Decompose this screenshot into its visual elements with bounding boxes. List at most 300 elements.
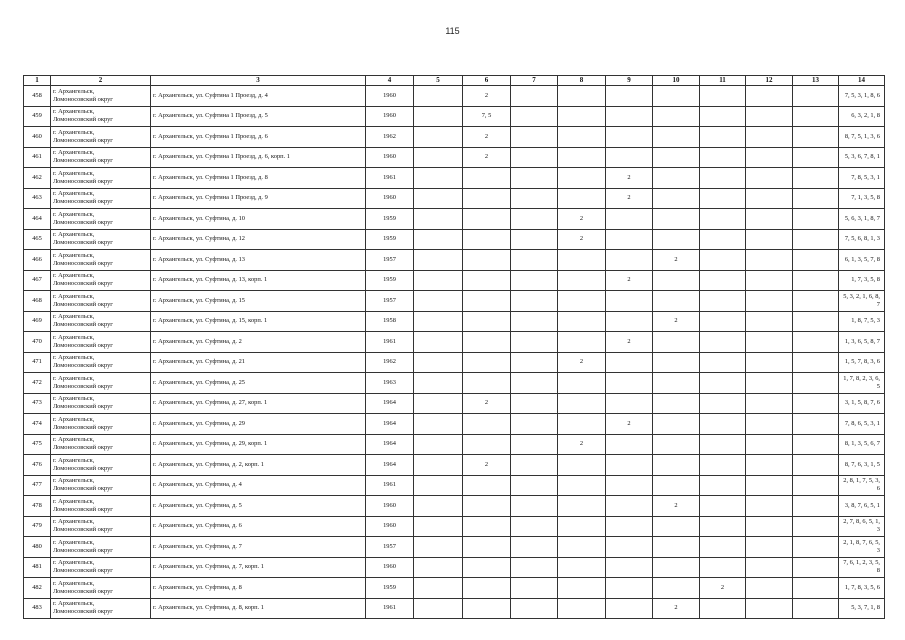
- cell-col-1: 481: [24, 557, 51, 578]
- locality-district: Ломоносовский округ: [53, 567, 113, 575]
- cell-col-9: [606, 373, 653, 394]
- locality-city: г. Архангельск,: [53, 169, 95, 177]
- cell-col-5: [414, 168, 463, 189]
- cell-col-6: 2: [463, 455, 511, 476]
- cell-col-7: [511, 393, 558, 414]
- cell-col-1: 470: [24, 332, 51, 353]
- locality-district: Ломоносовский округ: [53, 198, 113, 206]
- cell-col-10: [653, 455, 700, 476]
- table-header: [24, 76, 885, 86]
- cell-col-3: г. Архангельск, ул. Суфтина, д. 10: [151, 209, 366, 230]
- cell-col-7: [511, 475, 558, 496]
- cell-col-14: 1, 7, 8, 2, 3, 6, 5: [839, 373, 885, 394]
- cell-locality: [51, 127, 151, 148]
- cell-col-5: [414, 209, 463, 230]
- cell-col-5: [414, 352, 463, 373]
- cell-col-11: [700, 516, 746, 537]
- cell-col-8: [558, 393, 606, 414]
- locality-district: Ломоносовский округ: [53, 95, 113, 103]
- cell-col-14: 7, 8, 6, 5, 3, 1: [839, 414, 885, 435]
- cell-col-10: 2: [653, 311, 700, 332]
- cell-col-4: 1964: [366, 414, 414, 435]
- table-row: [24, 475, 885, 496]
- cell-col-14: 1, 8, 7, 5, 3: [839, 311, 885, 332]
- locality-city: г. Архангельск,: [53, 292, 95, 300]
- cell-col-10: [653, 434, 700, 455]
- table-row: [24, 496, 885, 517]
- table-row: [24, 270, 885, 291]
- cell-col-10: [653, 537, 700, 558]
- cell-col-9: [606, 393, 653, 414]
- cell-locality: [51, 209, 151, 230]
- cell-col-14: 1, 5, 7, 8, 3, 6: [839, 352, 885, 373]
- cell-col-4: 1959: [366, 270, 414, 291]
- cell-locality: [51, 598, 151, 619]
- table-row: [24, 250, 885, 271]
- table-row: [24, 291, 885, 312]
- locality-city: г. Архангельск,: [53, 477, 95, 485]
- cell-col-11: [700, 496, 746, 517]
- cell-col-6: [463, 168, 511, 189]
- table-row: [24, 434, 885, 455]
- cell-col-1: 467: [24, 270, 51, 291]
- cell-col-1: 464: [24, 209, 51, 230]
- cell-col-4: 1961: [366, 598, 414, 619]
- cell-col-7: [511, 188, 558, 209]
- locality-district: Ломоносовский округ: [53, 280, 113, 288]
- locality-city: г. Архангельск,: [53, 559, 95, 567]
- table-row: [24, 106, 885, 127]
- cell-col-3: г. Архангельск, ул. Суфтина, д. 21: [151, 352, 366, 373]
- column-header-4: 4: [366, 76, 414, 86]
- column-header-9: 9: [606, 76, 653, 86]
- locality-city: г. Архангельск,: [53, 354, 95, 362]
- cell-col-14: 7, 8, 5, 3, 1: [839, 168, 885, 189]
- cell-col-9: [606, 229, 653, 250]
- cell-col-13: [793, 434, 839, 455]
- cell-col-9: [606, 475, 653, 496]
- cell-col-6: [463, 598, 511, 619]
- cell-col-1: 466: [24, 250, 51, 271]
- cell-col-9: 2: [606, 332, 653, 353]
- cell-col-11: [700, 229, 746, 250]
- table-row: [24, 188, 885, 209]
- cell-col-10: [653, 168, 700, 189]
- cell-col-3: г. Архангельск, ул. Суфтина, д. 15: [151, 291, 366, 312]
- cell-col-8: [558, 332, 606, 353]
- cell-col-12: [746, 332, 793, 353]
- cell-col-13: [793, 537, 839, 558]
- cell-col-7: [511, 578, 558, 599]
- locality-city: г. Архангельск,: [53, 333, 95, 341]
- cell-col-7: [511, 291, 558, 312]
- cell-col-14: 5, 6, 3, 1, 8, 7: [839, 209, 885, 230]
- table-row: [24, 332, 885, 353]
- cell-col-3: г. Архангельск, ул. Суфтина, д. 27, корп. 1: [151, 393, 366, 414]
- cell-col-11: [700, 86, 746, 107]
- cell-col-4: 1962: [366, 127, 414, 148]
- locality-district: Ломоносовский округ: [53, 177, 113, 185]
- cell-col-13: [793, 496, 839, 517]
- cell-col-5: [414, 311, 463, 332]
- cell-col-11: [700, 332, 746, 353]
- cell-col-3: г. Архангельск, ул. Суфтина, д. 12: [151, 229, 366, 250]
- cell-col-3: г. Архангельск, ул. Суфтина, д. 8, корп. 1: [151, 598, 366, 619]
- locality-city: г. Архангельск,: [53, 190, 95, 198]
- cell-col-10: 2: [653, 250, 700, 271]
- cell-col-1: 475: [24, 434, 51, 455]
- cell-col-9: [606, 352, 653, 373]
- cell-col-10: [653, 209, 700, 230]
- cell-col-12: [746, 127, 793, 148]
- cell-col-10: [653, 578, 700, 599]
- cell-col-8: [558, 537, 606, 558]
- cell-col-13: [793, 229, 839, 250]
- cell-col-7: [511, 496, 558, 517]
- cell-col-4: 1962: [366, 352, 414, 373]
- cell-col-9: 2: [606, 168, 653, 189]
- cell-col-8: [558, 496, 606, 517]
- locality-district: Ломоносовский округ: [53, 587, 113, 595]
- table-row: [24, 311, 885, 332]
- cell-col-14: 2, 7, 8, 6, 5, 1, 3: [839, 516, 885, 537]
- cell-col-6: 2: [463, 127, 511, 148]
- cell-col-9: [606, 147, 653, 168]
- cell-col-6: [463, 332, 511, 353]
- cell-col-8: 2: [558, 229, 606, 250]
- cell-col-11: 2: [700, 578, 746, 599]
- cell-col-12: [746, 455, 793, 476]
- cell-col-12: [746, 434, 793, 455]
- column-header-3: 3: [151, 76, 366, 86]
- cell-col-5: [414, 229, 463, 250]
- cell-col-8: [558, 414, 606, 435]
- cell-col-4: 1957: [366, 291, 414, 312]
- locality-district: Ломоносовский округ: [53, 403, 113, 411]
- cell-col-7: [511, 373, 558, 394]
- cell-col-5: [414, 537, 463, 558]
- cell-col-7: [511, 537, 558, 558]
- table-row: [24, 557, 885, 578]
- locality-city: г. Архангельск,: [53, 87, 95, 95]
- locality-district: Ломоносовский округ: [53, 321, 113, 329]
- cell-col-4: 1960: [366, 106, 414, 127]
- cell-col-11: [700, 168, 746, 189]
- cell-col-4: 1957: [366, 537, 414, 558]
- cell-col-7: [511, 557, 558, 578]
- cell-col-7: [511, 455, 558, 476]
- cell-col-6: [463, 516, 511, 537]
- cell-col-3: г. Архангельск, ул. Суфтина 1 Проезд, д. 8: [151, 168, 366, 189]
- cell-locality: [51, 332, 151, 353]
- cell-col-12: [746, 270, 793, 291]
- cell-col-13: [793, 106, 839, 127]
- locality-district: Ломоносовский округ: [53, 239, 113, 247]
- cell-col-1: 462: [24, 168, 51, 189]
- cell-col-3: г. Архангельск, ул. Суфтина, д. 5: [151, 496, 366, 517]
- cell-col-1: 477: [24, 475, 51, 496]
- page-number: 115: [445, 26, 460, 36]
- cell-col-9: [606, 250, 653, 271]
- cell-col-11: [700, 352, 746, 373]
- locality-district: Ломоносовский округ: [53, 157, 113, 165]
- cell-col-6: [463, 229, 511, 250]
- locality-city: г. Архангельск,: [53, 374, 95, 382]
- cell-locality: [51, 537, 151, 558]
- locality-city: г. Архангельск,: [53, 313, 95, 321]
- table-row: [24, 373, 885, 394]
- cell-col-11: [700, 188, 746, 209]
- table-row: [24, 127, 885, 148]
- cell-col-9: [606, 578, 653, 599]
- cell-col-12: [746, 291, 793, 312]
- cell-col-5: [414, 455, 463, 476]
- cell-col-1: 469: [24, 311, 51, 332]
- cell-locality: [51, 229, 151, 250]
- cell-col-14: 2, 1, 8, 7, 6, 5, 3: [839, 537, 885, 558]
- header-row: [24, 76, 885, 86]
- cell-col-1: 483: [24, 598, 51, 619]
- cell-col-4: 1964: [366, 455, 414, 476]
- cell-col-13: [793, 188, 839, 209]
- cell-col-9: [606, 106, 653, 127]
- cell-col-1: 479: [24, 516, 51, 537]
- cell-locality: [51, 414, 151, 435]
- cell-col-10: [653, 557, 700, 578]
- cell-col-5: [414, 475, 463, 496]
- cell-col-9: [606, 209, 653, 230]
- cell-col-12: [746, 373, 793, 394]
- cell-col-10: [653, 229, 700, 250]
- cell-col-12: [746, 168, 793, 189]
- table-row: [24, 537, 885, 558]
- cell-col-8: [558, 147, 606, 168]
- cell-col-10: [653, 393, 700, 414]
- cell-col-14: 1, 7, 3, 5, 8: [839, 270, 885, 291]
- cell-col-5: [414, 578, 463, 599]
- cell-col-5: [414, 250, 463, 271]
- cell-col-4: 1961: [366, 332, 414, 353]
- column-header-14: 14: [839, 76, 885, 86]
- cell-col-11: [700, 414, 746, 435]
- locality-district: Ломоносовский округ: [53, 464, 113, 472]
- cell-col-1: 459: [24, 106, 51, 127]
- cell-col-6: [463, 537, 511, 558]
- cell-col-11: [700, 393, 746, 414]
- cell-col-3: г. Архангельск, ул. Суфтина 1 Проезд, д. 4: [151, 86, 366, 107]
- cell-col-7: [511, 270, 558, 291]
- cell-col-12: [746, 598, 793, 619]
- cell-col-8: [558, 373, 606, 394]
- cell-locality: [51, 270, 151, 291]
- cell-col-11: [700, 106, 746, 127]
- cell-col-4: 1960: [366, 557, 414, 578]
- locality-city: г. Архангельск,: [53, 231, 95, 239]
- cell-col-10: [653, 188, 700, 209]
- locality-city: г. Архангельск,: [53, 415, 95, 423]
- cell-locality: [51, 168, 151, 189]
- cell-locality: [51, 291, 151, 312]
- cell-col-4: 1961: [366, 168, 414, 189]
- cell-col-14: 7, 6, 1, 2, 3, 5, 8: [839, 557, 885, 578]
- cell-col-5: [414, 188, 463, 209]
- cell-col-11: [700, 270, 746, 291]
- cell-col-10: 2: [653, 598, 700, 619]
- cell-col-6: [463, 557, 511, 578]
- cell-locality: [51, 455, 151, 476]
- cell-col-13: [793, 270, 839, 291]
- cell-col-13: [793, 414, 839, 435]
- locality-district: Ломоносовский округ: [53, 136, 113, 144]
- cell-col-8: [558, 168, 606, 189]
- locality-city: г. Архангельск,: [53, 518, 95, 526]
- cell-col-3: г. Архангельск, ул. Суфтина, д. 15, корп. 1: [151, 311, 366, 332]
- cell-col-8: 2: [558, 434, 606, 455]
- cell-col-9: 2: [606, 414, 653, 435]
- cell-col-8: [558, 598, 606, 619]
- cell-col-6: 2: [463, 393, 511, 414]
- cell-col-8: 2: [558, 352, 606, 373]
- cell-col-12: [746, 250, 793, 271]
- cell-col-14: 5, 3, 2, 1, 6, 8, 7: [839, 291, 885, 312]
- column-header-7: 7: [511, 76, 558, 86]
- cell-col-6: [463, 352, 511, 373]
- cell-col-9: [606, 516, 653, 537]
- table-row: [24, 393, 885, 414]
- cell-col-1: 460: [24, 127, 51, 148]
- cell-locality: [51, 557, 151, 578]
- column-header-1: 1: [24, 76, 51, 86]
- cell-col-11: [700, 127, 746, 148]
- cell-col-12: [746, 147, 793, 168]
- cell-col-3: г. Архангельск, ул. Суфтина, д. 8: [151, 578, 366, 599]
- cell-col-8: [558, 106, 606, 127]
- cell-col-13: [793, 250, 839, 271]
- cell-col-11: [700, 291, 746, 312]
- table-body: [24, 86, 885, 619]
- cell-col-14: 1, 3, 6, 5, 8, 7: [839, 332, 885, 353]
- cell-col-11: [700, 598, 746, 619]
- cell-col-12: [746, 516, 793, 537]
- cell-col-9: 2: [606, 270, 653, 291]
- cell-col-9: [606, 86, 653, 107]
- cell-col-5: [414, 393, 463, 414]
- cell-col-11: [700, 311, 746, 332]
- cell-col-14: 8, 7, 5, 1, 3, 6: [839, 127, 885, 148]
- cell-col-11: [700, 475, 746, 496]
- cell-col-13: [793, 475, 839, 496]
- cell-col-11: [700, 147, 746, 168]
- column-header-11: 11: [700, 76, 746, 86]
- table-row: [24, 352, 885, 373]
- cell-col-3: г. Архангельск, ул. Суфтина, д. 6: [151, 516, 366, 537]
- cell-col-7: [511, 250, 558, 271]
- table-row: [24, 455, 885, 476]
- cell-col-4: 1961: [366, 475, 414, 496]
- cell-col-4: 1963: [366, 373, 414, 394]
- cell-col-11: [700, 455, 746, 476]
- cell-col-14: 6, 1, 3, 5, 7, 8: [839, 250, 885, 271]
- cell-col-5: [414, 147, 463, 168]
- cell-col-13: [793, 455, 839, 476]
- locality-city: г. Архангельск,: [53, 108, 95, 116]
- cell-col-12: [746, 106, 793, 127]
- cell-col-13: [793, 127, 839, 148]
- locality-district: Ломоносовский округ: [53, 341, 113, 349]
- locality-district: Ломоносовский округ: [53, 444, 113, 452]
- cell-col-8: [558, 127, 606, 148]
- cell-col-11: [700, 537, 746, 558]
- cell-col-14: 5, 3, 7, 1, 8: [839, 598, 885, 619]
- cell-col-6: [463, 209, 511, 230]
- cell-col-7: [511, 147, 558, 168]
- cell-locality: [51, 106, 151, 127]
- cell-col-10: [653, 106, 700, 127]
- locality-city: г. Архангельск,: [53, 251, 95, 259]
- cell-col-8: [558, 578, 606, 599]
- cell-col-5: [414, 496, 463, 517]
- cell-col-4: 1960: [366, 86, 414, 107]
- cell-col-1: 480: [24, 537, 51, 558]
- cell-col-7: [511, 414, 558, 435]
- cell-col-5: [414, 373, 463, 394]
- cell-col-14: 8, 1, 3, 5, 6, 7: [839, 434, 885, 455]
- cell-col-12: [746, 496, 793, 517]
- cell-col-1: 478: [24, 496, 51, 517]
- cell-col-9: [606, 496, 653, 517]
- locality-city: г. Архангельск,: [53, 456, 95, 464]
- cell-col-10: [653, 352, 700, 373]
- column-header-6: 6: [463, 76, 511, 86]
- column-header-2: 2: [51, 76, 151, 86]
- cell-col-7: [511, 209, 558, 230]
- locality-district: Ломоносовский округ: [53, 259, 113, 267]
- cell-col-10: [653, 127, 700, 148]
- cell-col-6: [463, 434, 511, 455]
- column-header-8: 8: [558, 76, 606, 86]
- cell-col-8: [558, 475, 606, 496]
- cell-col-7: [511, 106, 558, 127]
- cell-col-9: [606, 557, 653, 578]
- cell-col-4: 1960: [366, 516, 414, 537]
- cell-locality: [51, 250, 151, 271]
- cell-col-11: [700, 250, 746, 271]
- column-header-5: 5: [414, 76, 463, 86]
- cell-col-1: 461: [24, 147, 51, 168]
- cell-col-13: [793, 516, 839, 537]
- cell-col-1: 476: [24, 455, 51, 476]
- cell-col-5: [414, 598, 463, 619]
- cell-col-8: [558, 455, 606, 476]
- cell-col-6: [463, 373, 511, 394]
- cell-locality: [51, 496, 151, 517]
- cell-col-8: 2: [558, 209, 606, 230]
- locality-district: Ломоносовский округ: [53, 382, 113, 390]
- cell-col-8: [558, 86, 606, 107]
- cell-col-5: [414, 127, 463, 148]
- locality-district: Ломоносовский округ: [53, 300, 113, 308]
- table-row: [24, 414, 885, 435]
- cell-col-12: [746, 86, 793, 107]
- table-row: [24, 598, 885, 619]
- cell-col-10: [653, 332, 700, 353]
- locality-city: г. Архангельск,: [53, 497, 95, 505]
- cell-col-10: [653, 414, 700, 435]
- cell-locality: [51, 475, 151, 496]
- cell-col-13: [793, 557, 839, 578]
- locality-city: г. Архангельск,: [53, 600, 95, 608]
- cell-col-3: г. Архангельск, ул. Суфтина, д. 13, корп. 1: [151, 270, 366, 291]
